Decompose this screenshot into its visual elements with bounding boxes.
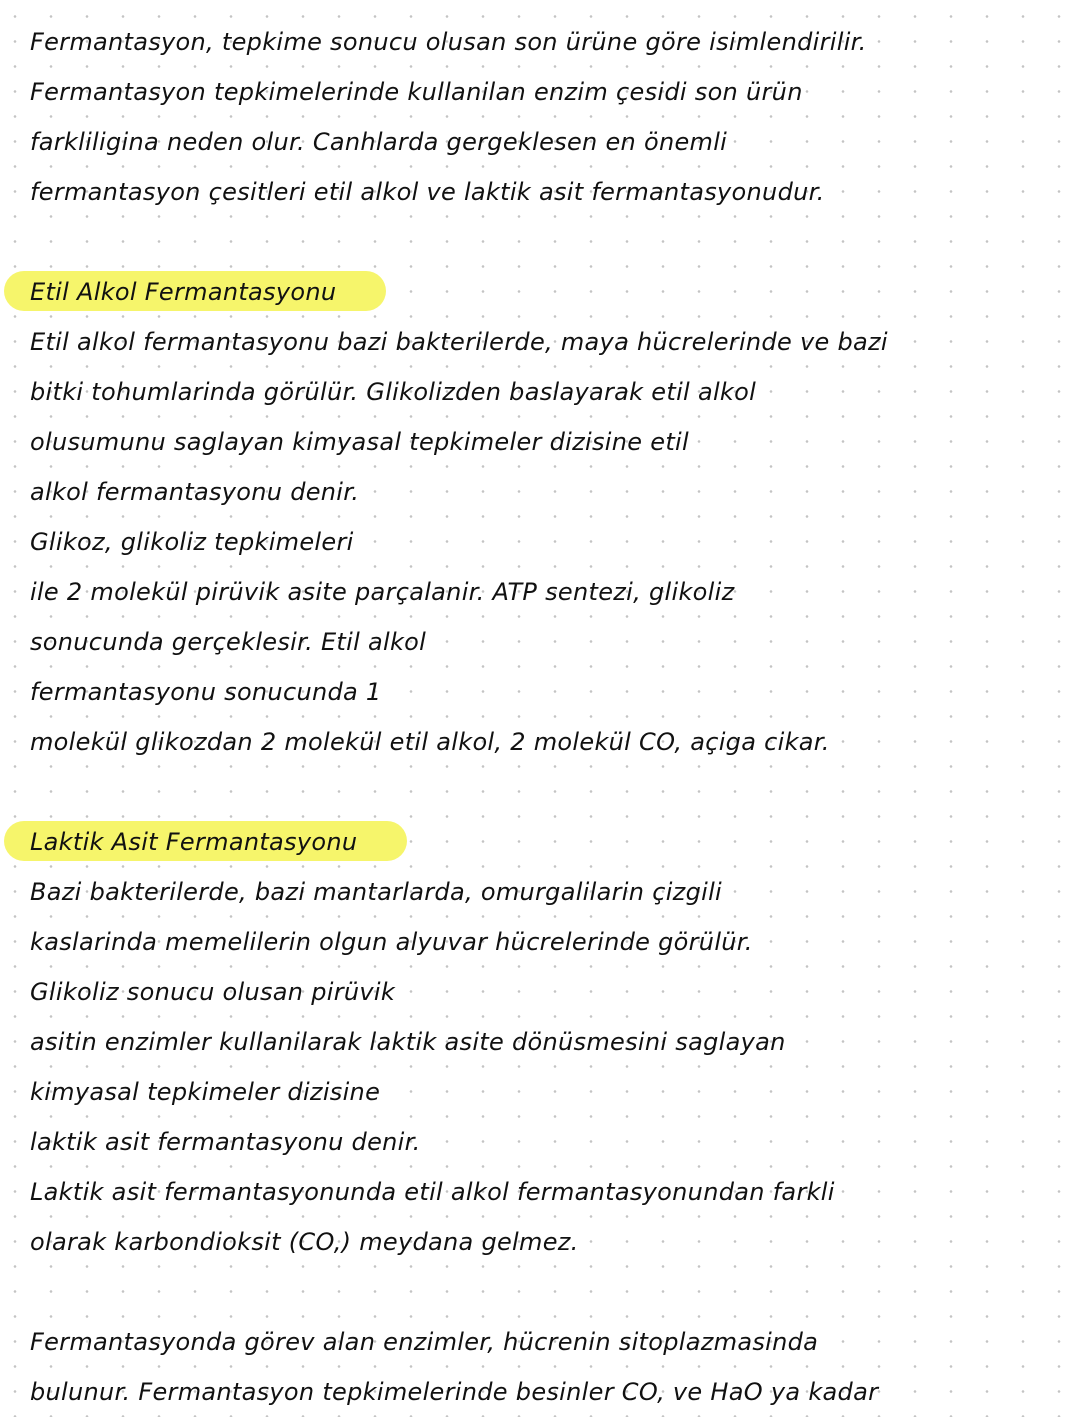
text-line: alkol fermantasyonu denir. (30, 478, 360, 506)
text-line: bulunur. Fermantasyon tepkimelerinde besinler CO, ve HaO ya kadar (30, 1378, 879, 1406)
section-heading-highlighted: Etil Alkol Fermantasyonu (30, 267, 336, 317)
text-line: bitki tohumlarinda görülür. Glikolizden baslayarak etil alkol (30, 378, 757, 406)
section-heading-highlighted: Laktik Asit Fermantasyonu (30, 817, 357, 867)
spacer (0, 767, 1080, 817)
text-line: olusumunu saglayan kimyasal tepkimeler dizisine etil (30, 428, 689, 456)
section-etil-alkol (0, 267, 1080, 767)
text-line: Fermantasyon, tepkime sonucu olusan son ürüne göre isimlendirilir. (30, 28, 867, 56)
text-line: kimyasal tepkimeler dizisine (30, 1078, 381, 1106)
intro-paragraph (0, 17, 1080, 217)
text-line: Etil alkol fermantasyonu bazi bakterilerde, maya hücrelerinde ve bazi (30, 328, 888, 356)
text-line: molekül glikozdan 2 molekül etil alkol, 2 molekül CO, açiga cikar. (30, 728, 830, 756)
text-line: Fermantasyon tepkimelerinde kullanilan enzim çesidi son ürün (30, 78, 803, 106)
text-line: olarak karbondioksit (CO,) meydana gelmez. (30, 1228, 579, 1256)
text-line: fermantasyonu sonucunda 1 (30, 678, 382, 706)
text-line: Glikoliz sonucu olusan pirüvik (30, 978, 396, 1006)
outro-paragraph (0, 1317, 1080, 1417)
text-line: ile 2 molekül pirüvik asite parçalanir. ATP sentezi, glikoliz (30, 578, 735, 606)
text-line: kaslarinda memelilerin olgun alyuvar hücrelerinde görülür. (30, 928, 753, 956)
text-line: Laktik asit fermantasyonunda etil alkol fermantasyonundan farkli (30, 1178, 835, 1206)
text-line: farkliligina neden olur. Canhlarda gergeklesen en önemli (30, 128, 728, 156)
spacer (0, 1267, 1080, 1317)
note-page (0, 17, 1080, 1417)
text-line: Fermantasyonda görev alan enzimler, hücrenin sitoplazmasinda (30, 1328, 819, 1356)
spacer (0, 217, 1080, 267)
text-line: sonucunda gerçeklesir. Etil alkol (30, 628, 427, 656)
section-laktik-asit (0, 817, 1080, 1267)
text-line: asitin enzimler kullanilarak laktik asite dönüsmesini saglayan (30, 1028, 786, 1056)
text-line: laktik asit fermantasyonu denir. (30, 1128, 421, 1156)
text-line: Bazi bakterilerde, bazi mantarlarda, omurgalilarin çizgili (30, 878, 723, 906)
text-line: fermantasyon çesitleri etil alkol ve laktik asit fermantasyonudur. (30, 178, 825, 206)
text-line: Glikoz, glikoliz tepkimeleri (30, 528, 354, 556)
